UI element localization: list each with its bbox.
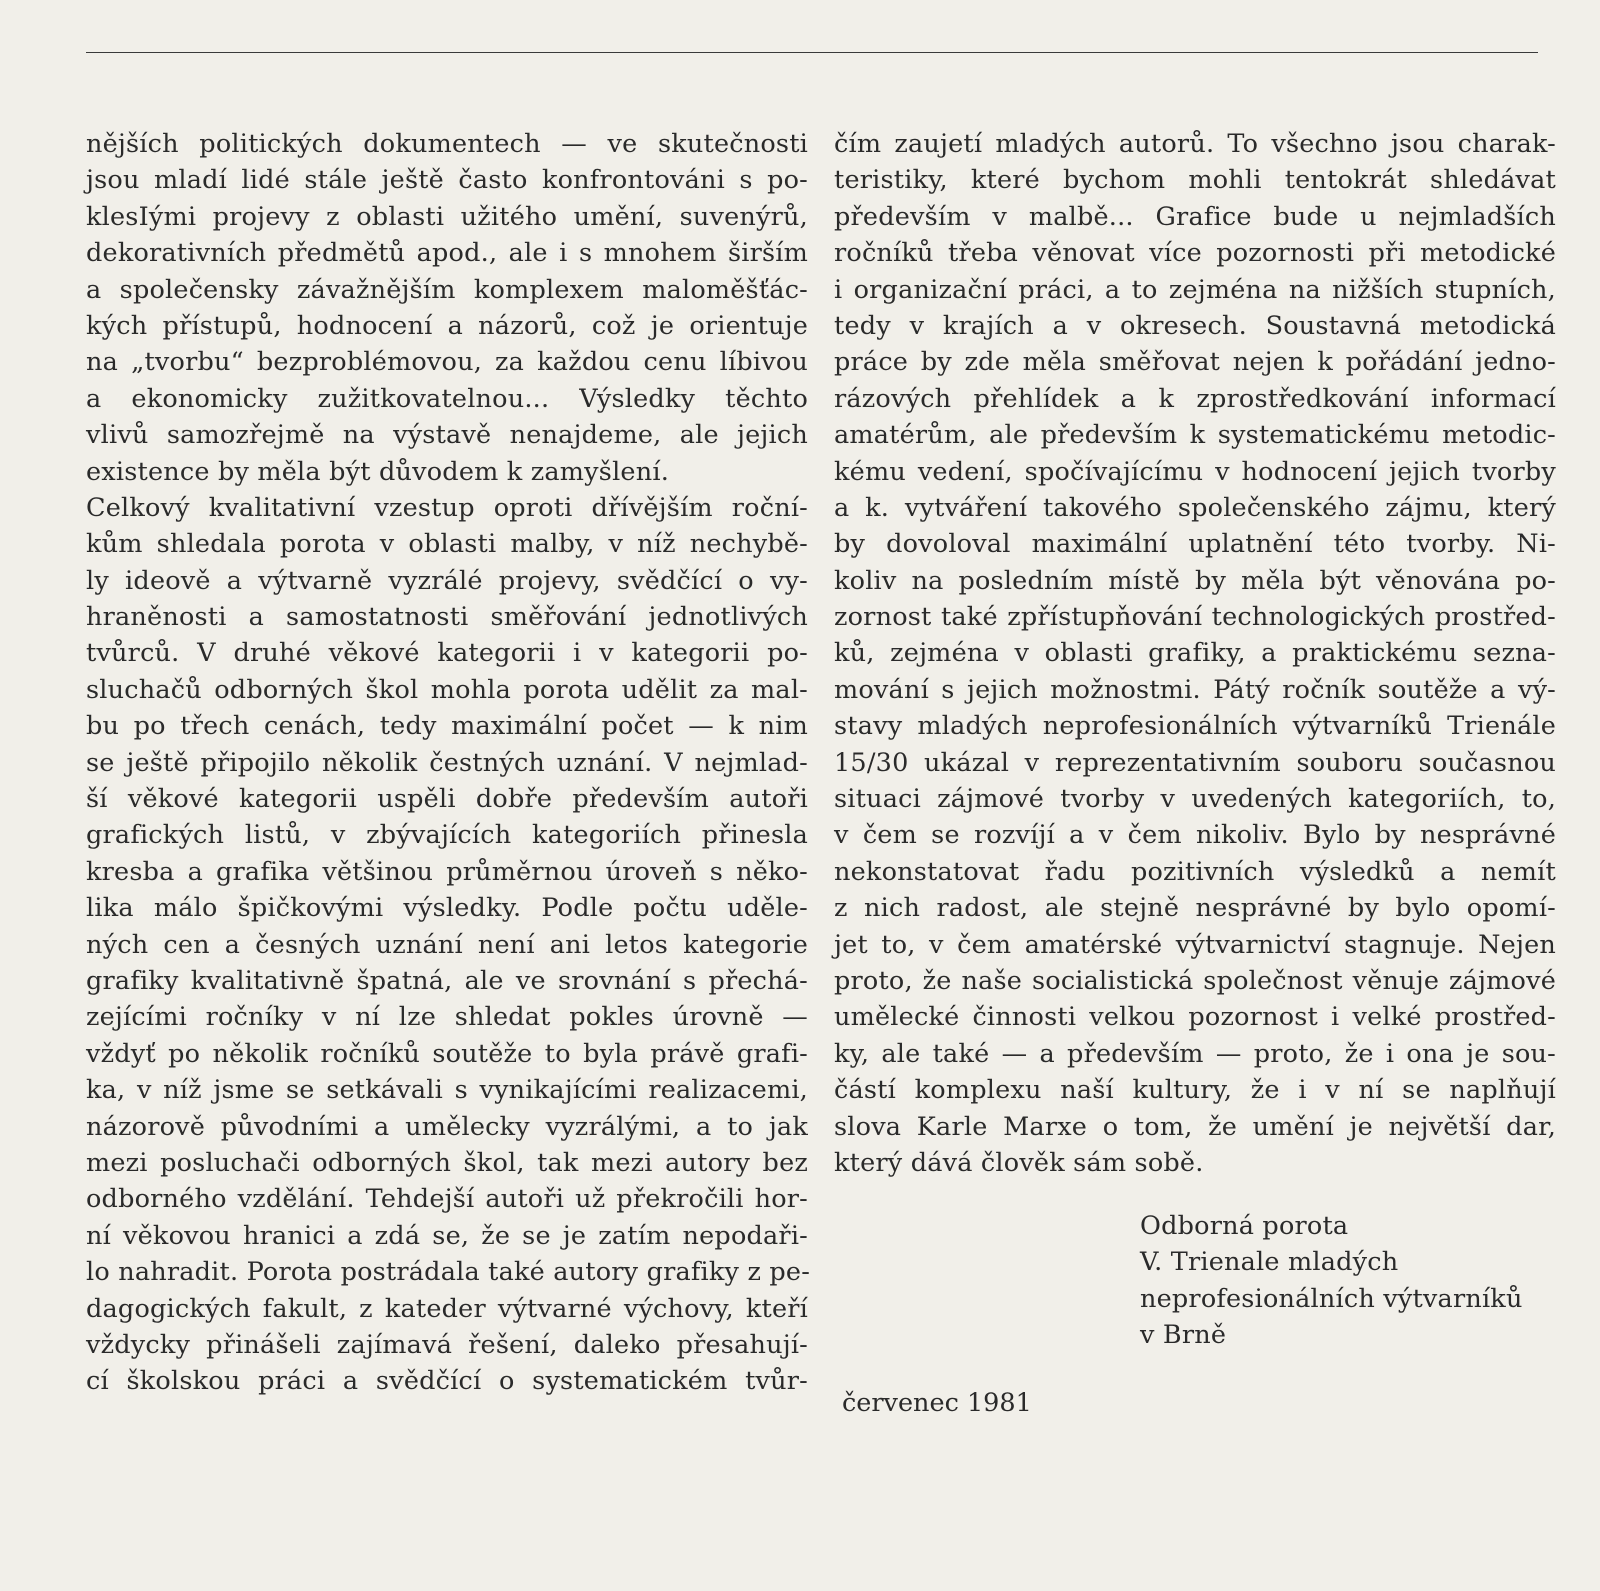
text-line: proto, že naše socialistická společnost věnuje zájmové	[834, 965, 1556, 996]
left-column	[86, 126, 811, 1400]
text-line: ka, v níž jsme se setkávali s vynikajícími realizacemi,	[86, 1075, 808, 1106]
text-line: stavy mladých neprofesionálních výtvarníků Trienále	[834, 711, 1556, 742]
text-line: amatérům, ale především k systematickému metodic-	[834, 420, 1556, 451]
signature-line: Odborná porota	[1140, 1211, 1349, 1241]
text-line: ků, zejména v oblasti grafiky, a praktickému sezna-	[834, 638, 1556, 669]
text-line: nějších politických dokumentech — ve skutečnosti	[86, 129, 808, 159]
text-line: umělecké činnosti velkou pozornost i velké prostřed-	[834, 1002, 1556, 1033]
text-line: grafických listů, v zbývajících kategoriích přinesla	[86, 820, 808, 851]
text-line: kresba a grafika většinou průměrnou úroveň s něko-	[86, 856, 808, 887]
text-line: čím zaujetí mladých autorů. To všechno jsou charak-	[834, 129, 1556, 159]
signature-block	[1140, 1208, 1523, 1354]
top-rule	[86, 52, 1538, 53]
text-line: kých přístupů, hodnocení a názorů, což je orientuje	[86, 310, 808, 341]
text-line: i organizační práci, a to zejména na nižších stupních,	[834, 274, 1556, 305]
text-line: jet to, v čem amatérské výtvarnictví stagnuje. Nejen	[834, 929, 1556, 960]
text-line: ly ideově a výtvarně vyzrálé projevy, svědčící o vy-	[86, 565, 808, 596]
text-line: práce by zde měla směřovat nejen k pořádání jedno-	[834, 347, 1556, 378]
document-date: červenec 1981	[842, 1388, 1032, 1418]
text-line: se ještě připojilo několik čestných uznání. V nejmlad-	[86, 747, 808, 778]
text-line: klesIými projevy z oblasti užitého umění, suvenýrů,	[86, 201, 808, 232]
text-line: dagogických fakult, z kateder výtvarné výchovy, kteří	[86, 1293, 808, 1324]
text-line: kům shledala porota v oblasti malby, v níž nechybě-	[86, 529, 808, 560]
text-line: vlivů samozřejmě na výstavě nenajdeme, ale jejich	[86, 420, 808, 451]
text-line: odborného vzdělání. Tehdejší autoři už překročili hor-	[86, 1184, 808, 1215]
text-line: dekorativních předmětů apod., ale i s mnohem širším	[86, 238, 808, 269]
text-line: především v malbě... Grafice bude u nejmladších	[834, 201, 1556, 232]
text-line: mování s jejich možnostmi. Pátý ročník soutěže a vý-	[834, 674, 1556, 705]
text-line: tvůrců. V druhé věkové kategorii i v kategorii po-	[86, 638, 808, 669]
signature-line: V. Trienale mladých	[1140, 1247, 1399, 1278]
text-line: situaci zájmové tvorby v uvedených kategoriích, to,	[834, 784, 1556, 815]
text-line: ky, ale také — a především — proto, že i ona je sou-	[834, 1038, 1556, 1069]
text-line: a ekonomicky zužitkovatelnou... Výsledky těchto	[86, 383, 808, 414]
text-line: tedy v krajích a v okresech. Soustavná metodická	[834, 310, 1556, 341]
text-line: by dovoloval maximální uplatnění této tvorby. Ni-	[834, 529, 1556, 560]
text-line: názorově původními a umělecky vyzrálými, a to jak	[86, 1111, 808, 1142]
text-line: lo nahradit. Porota postrádala také autory grafiky z pe-	[86, 1257, 811, 1288]
text-line: rázových přehlídek a k zprostředkování informací	[834, 383, 1556, 414]
text-line: ší věkové kategorii uspěli dobře především autoři	[86, 784, 808, 815]
text-line: částí komplexu naší kultury, že i v ní se naplňují	[834, 1075, 1556, 1106]
text-line: ných cen a česných uznání není ani letos kategorie	[86, 929, 808, 960]
text-line: 15/30 ukázal v reprezentativním souboru současnou	[834, 747, 1556, 778]
text-line: sluchačů odborných škol mohla porota udělit za mal-	[86, 674, 808, 705]
text-line: kému vedení, spočívajícímu v hodnocení jejich tvorby	[834, 456, 1556, 487]
text-line: vždyť po několik ročníků soutěže to byla právě grafi-	[86, 1038, 808, 1069]
signature-line: v Brně	[1140, 1320, 1227, 1351]
text-line: grafiky kvalitativně špatná, ale ve srovnání s přechá-	[86, 965, 808, 996]
text-line: Celkový kvalitativní vzestup oproti dřívějším roční-	[86, 492, 808, 523]
text-line: ročníků třeba věnovat více pozornosti při metodické	[834, 238, 1556, 269]
text-line: a společensky závažnějším komplexem maloměšťác-	[86, 274, 808, 305]
text-line: bu po třech cenách, tedy maximální počet — k nim	[86, 711, 808, 742]
text-line: zornost také zpřístupňování technologických prostřed-	[834, 602, 1556, 633]
paragraph-end-line: který dává člověk sám sobě.	[834, 1147, 1204, 1178]
text-line: cí školskou práci a svědčící o systematickém tvůr-	[86, 1366, 808, 1397]
text-line: slova Karle Marxe o tom, že umění je největší dar,	[834, 1111, 1556, 1142]
text-line: mezi posluchači odborných škol, tak mezi autory bez	[86, 1147, 808, 1178]
text-line: v čem se rozvíjí a v čem nikoliv. Bylo by nesprávné	[834, 820, 1556, 851]
text-line: na „tvorbu“ bezproblémovou, za každou cenu líbivou	[86, 347, 808, 378]
text-line: vždycky přinášeli zajímavá řešení, daleko přesahují-	[86, 1329, 808, 1360]
right-column	[834, 126, 1556, 1181]
text-line: jsou mladí lidé stále ještě často konfrontováni s po-	[86, 165, 808, 196]
text-line: ní věkovou hranici a zdá se, že se je zatím nepodaři-	[86, 1220, 808, 1251]
signature-line: neprofesionálních výtvarníků	[1140, 1283, 1523, 1314]
text-line: z nich radost, ale stejně nesprávné by bylo opomí-	[834, 893, 1556, 924]
text-line: zejícími ročníky v ní lze shledat pokles úrovně —	[86, 1002, 808, 1033]
text-line: a k. vytváření takového společenského zájmu, který	[834, 492, 1556, 523]
text-line: lika málo špičkovými výsledky. Podle počtu uděle-	[86, 893, 808, 924]
text-line: teristiky, které bychom mohli tentokrát shledávat	[834, 165, 1556, 196]
text-line: nekonstatovat řadu pozitivních výsledků a nemít	[834, 856, 1556, 887]
text-line: koliv na posledním místě by měla být věnována po-	[834, 565, 1556, 596]
paragraph-end-line: existence by měla být důvodem k zamyšlení.	[86, 456, 670, 487]
text-line: hraněnosti a samostatnosti směřování jednotlivých	[86, 602, 808, 633]
